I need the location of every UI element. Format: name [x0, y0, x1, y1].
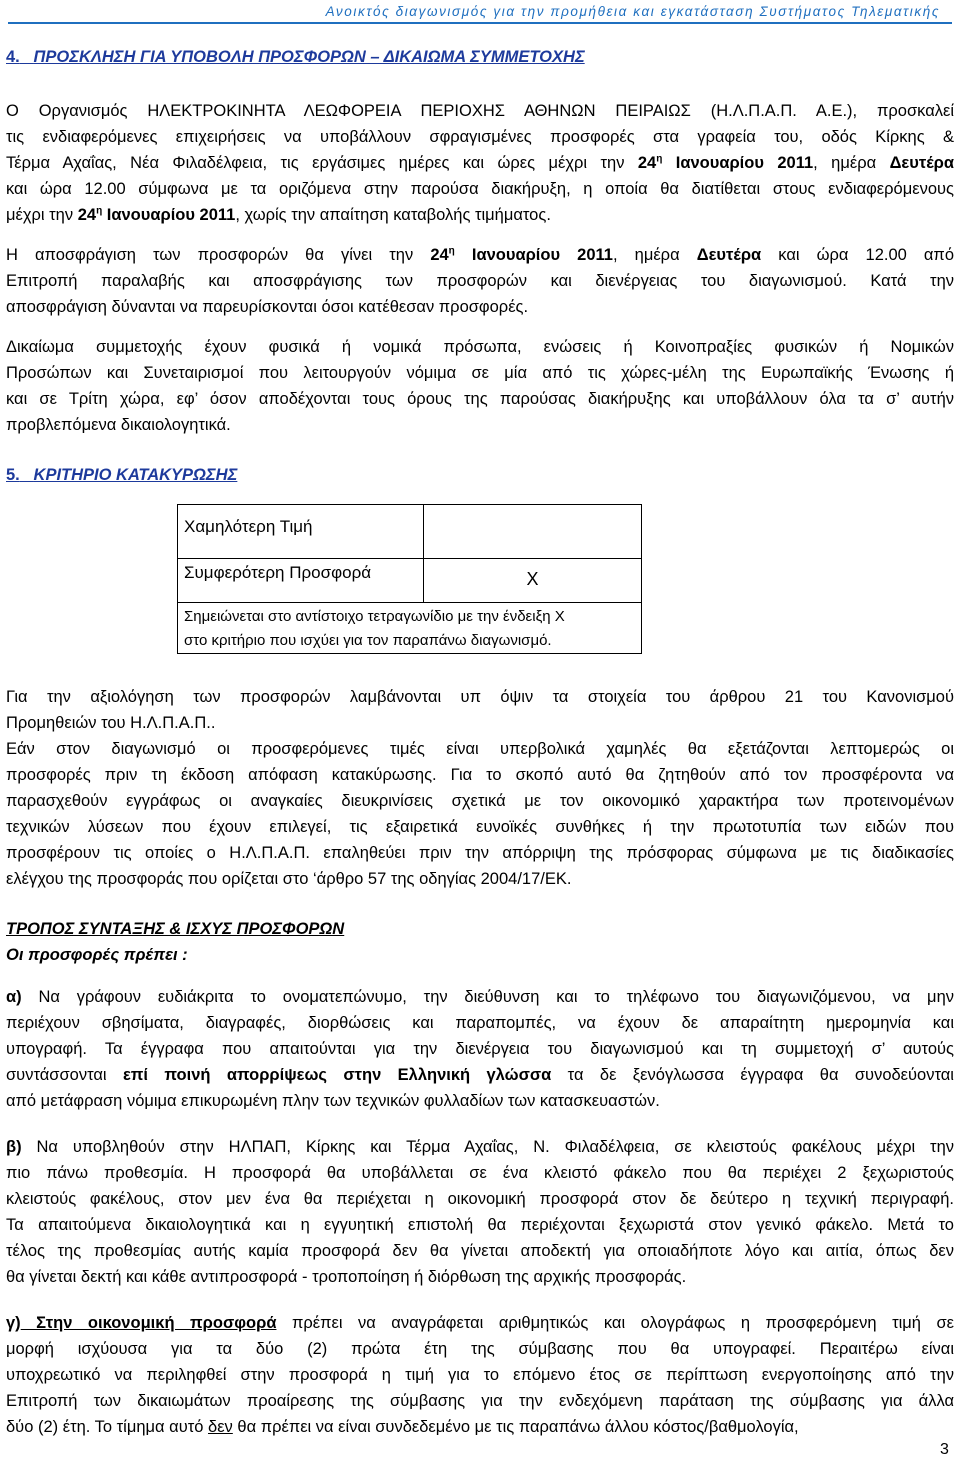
section-5-heading — [6, 462, 954, 488]
text-line: Τέρμα Αχαΐας, Νέα Φιλαδέλφεια, τις εργάσιμες ημέρες και ώρες μέχρι την $24^\eta$ Ιανουαρίου 2011, ημέρα Δευτέρα — [6, 153, 955, 172]
criterion-best-offer-mark: X — [424, 559, 642, 603]
eligibility-paragraph — [6, 334, 954, 438]
criteria-note: Σημειώνεται στο αντίστοιχο τετραγωνίδιο με την ένδειξη Χ στο κριτήριο που ισχύει για τον παραπάνω διαγωνισμό. — [178, 603, 642, 654]
item-a — [6, 984, 954, 1114]
text-line: και σε Τρίτη χώρα, εφ’ όσον αποδέχονται τους όρους της παρούσας διακήρυξης και υποβάλλουν όλα τα σ’ αυτήν — [6, 390, 954, 408]
page-number: 3 — [940, 1441, 949, 1458]
section-5-title: 5. ΚΡΙΤΗΡΙΟ ΚΑΤΑΚΥΡΩΣΗΣ — [6, 466, 238, 484]
text-line: ελέγχου της προσφοράς που ορίζεται στο ‘άρθρο 57 της οδηγίας 2004/17/ΕΚ. — [6, 870, 572, 888]
item-b-label: β) — [6, 1138, 22, 1156]
text-line: Προσώπων και Συνεταιρισμοί που λειτουργούν νόμιμα σε μία από τις χώρες-μέλη της Ευρωπαϊκής Ένωσης ή — [6, 364, 954, 382]
criterion-lowest-price-box — [424, 505, 642, 559]
day-emphasis: Δευτέρα — [889, 154, 955, 172]
text-line: προσφορές πριν τη έκδοση απόφαση κατακύρωσης. Για το σκοπό αυτό θα ζητηθούν από τον προσφέροντα να — [6, 766, 954, 784]
text-line: συντάσσονται επί ποινή απορρίψεως στην Ελληνική γλώσσα τα δε ξενόγλωσσα έγγραφα θα συνοδεύονται — [6, 1066, 954, 1084]
text-line: Επιτροπή των δικαιωμάτων προαίρεσης της σύμβασης για την ενδεχόμενη παράταση της σύμβασης για άλλα — [6, 1392, 954, 1410]
text-line: Επιτροπή παραλαβής και αποσφράγισης των προσφορών και διενέργειας του διαγωνισμού. Κατά την — [6, 272, 954, 290]
text-line: αποσφράγιση δύνανται να παρευρίσκονται όσοι κατέθεσαν προσφορές. — [6, 298, 529, 316]
item-b — [6, 1134, 954, 1290]
text-line: μορφή ισχύουσα για τα δύο (2) πρώτα έτη της σύμβασης που θα υπογραφεί. Περαιτέρω είναι — [6, 1340, 954, 1358]
text-line: δύο (2) έτη. Το τίμημα αυτό δεν θα πρέπει να είναι συνδεδεμένο με τις παραπάνω άλλου κόστος/βαθμολογία, — [6, 1418, 799, 1436]
text-line: παρασχεθούν εγγράφως οι αναγκαίες διευκρινίσεις σχετικά με τον οικονομικό χαρακτήρα των προτεινομένων — [6, 792, 954, 810]
header-rule — [8, 22, 952, 24]
text-line: θα γίνεται δεκτή και κάθε αντιπροσφορά - τροποποίηση ή διόρθωση της αρχικής προσφοράς. — [6, 1268, 687, 1286]
text-line: προσφέρουν τις οποίες ο Η.Λ.Π.Α.Π. επαληθεύει πριν την απόρριψη της πρόσφορας σύμφωνα με τις διαδικασίες — [6, 844, 954, 862]
text-line: τεχνικών λύσεων που έχουν επιλεγεί, τις εξαιρετικά ευνοϊκές συνθήκες ή την πρωτοτυπία των ειδών που — [6, 818, 954, 836]
text-line: Εάν στον διαγωνισμό οι προσφερόμενες τιμές είναι υπερβολικά χαμηλές θα εξετάζονται λεπτομερώς οι — [6, 740, 954, 758]
text-line: υποχρεωτικό να περιληφθεί στην προσφορά η τιμή για το επόμενο έτος σε περίπτωση ενεργοποίησης από την — [6, 1366, 954, 1384]
text-line: α) Να γράφουν ευδιάκριτα το ονοματεπώνυμο, την διεύθυνση και το τηλέφωνο του διαγωνιζόμενου, να μην — [6, 988, 954, 1006]
text-line: Προμηθειών του Η.Λ.Π.Α.Π.. — [6, 714, 216, 732]
running-header: Ανοικτός διαγωνισμός για την προμήθεια και εγκατάσταση Συστήματος Τηλεματικής — [325, 4, 940, 19]
text-line: β) Να υποβληθούν στην ΗΛΠΑΠ, Κίρκης και Τέρμα Αχαΐας, Ν. Φιλαδέλφεια, σε κλειστούς φακέλους μέχρι την — [6, 1138, 954, 1156]
text-line: Τα απαιτούμενα δικαιολογητικά και η εγγυητική επιστολή θα περιέχονται ξεχωριστά στον γενικό φάκελο. Μετά το — [6, 1216, 954, 1234]
text-line: περιέχουν σβησίματα, διαγραφές, διορθώσεις και παραπομπές, να έχουν δε απαραίτητη ημερομηνία και — [6, 1014, 954, 1032]
section-4-title: 4. ΠΡΟΣΚΛΗΣΗ ΓΙΑ ΥΠΟΒΟΛΗ ΠΡΟΣΦΟΡΩΝ – ΔΙΚΑΙΩΜΑ ΣΥΜΜΕΤΟΧΗΣ — [6, 48, 585, 66]
award-criteria-table — [177, 504, 642, 654]
text-line: πιο πάνω προθεσμία. Η προσφορά θα υποβάλλεται σε ένα κλειστό φάκελο που θα περιέχει 2 ξεχωριστούς — [6, 1164, 954, 1182]
item-c-label: γ) — [6, 1314, 21, 1332]
opening-paragraph — [6, 242, 954, 320]
item-a-label: α) — [6, 988, 22, 1006]
text-line: κλειστούς φακέλους, στον μεν ένα θα περιέχεται η οικονομική προσφορά στον δε δεύτερο η τεχνική περιγραφή. — [6, 1190, 954, 1208]
item-c — [6, 1310, 954, 1440]
text-line: τις ενδιαφερόμενες επιχειρήσεις να υποβάλλουν σφραγισμένες προσφορές στα γραφεία του, οδός Κίρκης & — [6, 128, 954, 146]
drafting-heading — [6, 916, 954, 968]
text-line: μέχρι την $24^\eta$ Ιανουαρίου 2011, χωρίς την απαίτηση καταβολής τιμήματος. — [6, 205, 551, 224]
drafting-title: ΤΡΟΠΟΣ ΣΥΝΤΑΞΗΣ & ΙΣΧΥΣ ΠΡΟΣΦΟΡΩΝ — [6, 920, 345, 938]
section-5-number: 5. — [6, 466, 20, 484]
text-line: Για την αξιολόγηση των προσφορών λαμβάνονται υπ όψιν τα στοιχεία του άρθρου 21 του Κανονισμού — [6, 688, 954, 706]
text-line: Η αποσφράγιση των προσφορών θα γίνει την $24^\eta$ Ιανουαρίου 2011, ημέρα Δευτέρα και ώρα 12.00 από — [6, 245, 954, 264]
section-4-number: 4. — [6, 48, 20, 66]
text-line: υπογραφή. Τα έγγραφα που απαιτούνται για την διενέργεια του διαγωνισμού και τη συμμετοχή σ’ αυτούς — [6, 1040, 954, 1058]
text-line: και ώρα 12.00 σύμφωνα με τα οριζόμενα στην παρούσα διακήρυξη, η οποία θα διατίθεται στους ενδιαφερόμενους — [6, 180, 954, 198]
section-4-heading — [6, 44, 954, 70]
invitation-paragraph — [6, 98, 954, 228]
text-line: προβλεπόμενα δικαιολογητικά. — [6, 416, 231, 434]
text-line: Δικαίωμα συμμετοχής έχουν φυσικά ή νομικά πρόσωπα, ενώσεις ή Κοινοπραξίες φυσικών ή Νομικών — [6, 338, 954, 356]
evaluation-paragraph — [6, 684, 954, 892]
criterion-lowest-price: Χαμηλότερη Τιμή — [178, 505, 424, 559]
text-line: Ο Οργανισμός ΗΛΕΚΤΡΟΚΙΝΗΤΑ ΛΕΩΦΟΡΕΙΑ ΠΕΡΙΟΧΗΣ ΑΘΗΝΩΝ ΠΕΙΡΑΙΩΣ (Η.Λ.Π.Α.Π. Α.Ε.), προσκαλεί — [6, 102, 954, 120]
text-line: από μετάφραση νόμιμα επικυρωμένη πλην των τεχνικών φυλλαδίων των κατασκευαστών. — [6, 1092, 660, 1110]
criterion-best-offer: Συμφερότερη Προσφορά — [178, 559, 424, 603]
text-line: τέλος της προθεσμίας αυτής καμία προσφορά δεν θα γίνεται αποδεκτή για οποιαδήποτε λόγο και αιτία, όπως δεν — [6, 1242, 954, 1260]
text-line: γ) Στην οικονομική προσφορά πρέπει να αναγράφεται αριθμητικώς και ολογράφως η προσφερόμενη τιμή σε — [6, 1314, 954, 1332]
drafting-subtitle: Οι προσφορές πρέπει : — [6, 946, 188, 964]
